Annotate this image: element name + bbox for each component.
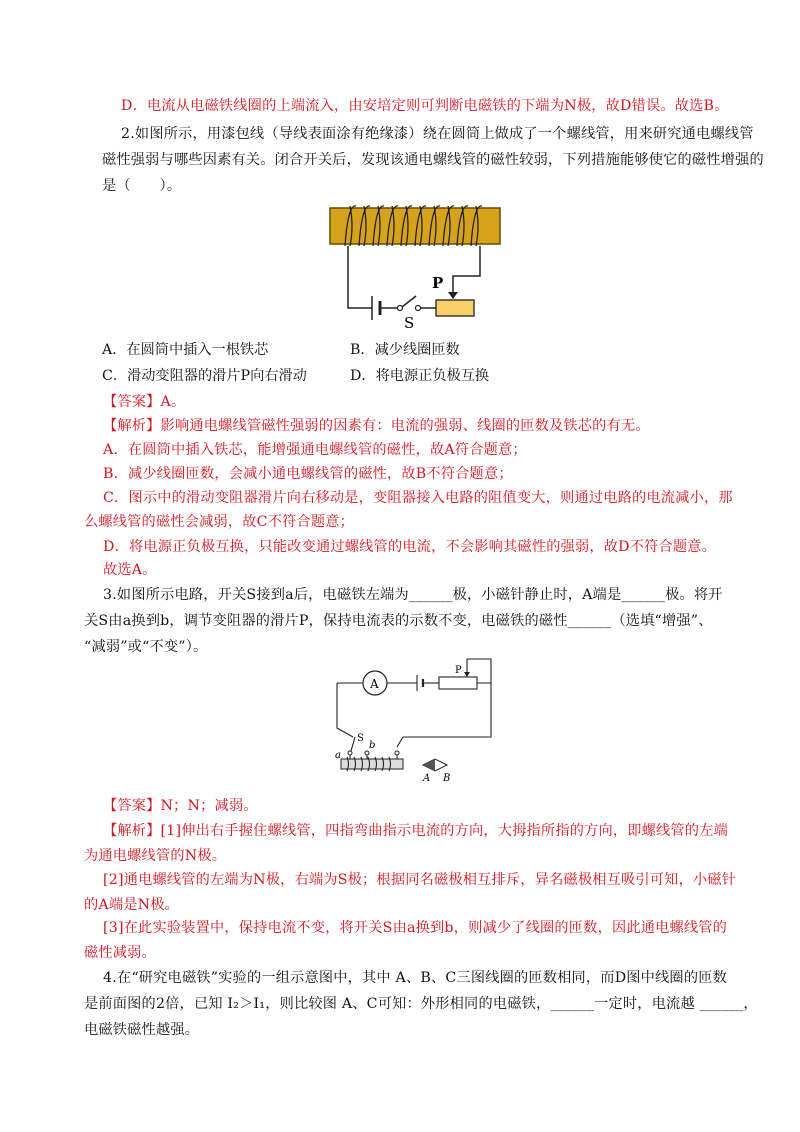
switch-lever [402, 296, 416, 307]
label-s: S [404, 314, 415, 330]
needle-label-a: A [423, 773, 431, 784]
q3-explanation-3-line-2: 磁性减弱。 [84, 945, 156, 961]
electromagnet-circuit-figure [325, 655, 495, 785]
q3-explanation-1-line-1: 【解析】[1]伸出右手握住螺线管，四指弯曲指示电流的方向，大拇指所指的方向，即螺线管的左端 [103, 823, 728, 839]
q2-stem-line-2: 磁性强弱与哪些因素有关。闭合开关后，发现该通电螺线管的磁性较弱，下列措施能够使它的磁性增强的 [102, 152, 764, 168]
q3-stem-line-3: “减弱”或“不变”）。 [84, 639, 208, 655]
q3-explanation-1-line-2: 为通电螺线管的N极。 [84, 848, 227, 864]
switch-lever [351, 737, 355, 751]
q2-selection: 故选A。 [103, 562, 157, 578]
q3-explanation-3-line-1: [3]在此实验装置中，保持电流不变，将开关S由a换到b，则减少了线圈的匝数，因此通电螺线管的 [103, 920, 728, 936]
slider-arrow [448, 292, 458, 299]
q2-option-b: B．减少线圈匝数 [350, 342, 460, 358]
ammeter-label: A [370, 677, 379, 691]
q2-stem-line-1: 2.如图所示，用漆包线（导线表面涂有绝缘漆）绕在圆筒上做成了一个螺线管，用来研究通电螺线管 [121, 126, 754, 142]
rheostat-slider-wire [453, 246, 480, 298]
q2-explanation-a: A．在圆筒中插入铁芯，能增强通电螺线管的磁性，故A符合题意； [103, 442, 527, 458]
q3-answer: 【答案】N；N；减弱。 [103, 798, 258, 814]
q2-explanation-b: B．减少线圈匝数，会减小通电螺线管的磁性，故B不符合题意； [103, 466, 513, 482]
q3-explanation-2-line-2: 的A端是N极。 [84, 897, 179, 913]
q2-explanation-d: D．将电源正负极互换，只能改变通过螺线管的电流，不会影响其磁性的强弱，故D不符合题意。 [103, 539, 717, 555]
terminal-a [348, 751, 352, 755]
iron-core [341, 759, 403, 769]
solenoid-circuit-figure [320, 200, 505, 330]
label-s: S [357, 733, 364, 744]
rheostat [436, 300, 474, 316]
q2-explanation-c-line-2: 么螺线管的磁性会减弱，故C不符合题意； [84, 514, 355, 530]
right-wire [397, 683, 491, 747]
rheostat [439, 677, 477, 689]
q2-explanation: 【解析】影响通电螺线管磁性强弱的因素有：电流的强弱、线圈的匝数及铁芯的有无。 [103, 418, 650, 434]
q2-option-c: C．滑动变阻器的滑片P向右滑动 [102, 368, 307, 384]
q2-explanation-c-line-1: C．图示中的滑动变阻器滑片向右移动是，变阻器接入电路的阻值变大，则通过电路的电流减小，那 [103, 490, 733, 506]
q3-stem-line-1: 3.如图所示电路，开关S接到a后，电磁铁左端为______极，小磁针静止时，A端是______极。将开 [103, 587, 723, 603]
q2-option-a: A．在圆筒中插入一根铁芯 [102, 342, 269, 358]
q1-option-d-explanation: D．电流从电磁铁线圈的上端流入，由安培定则可判断电磁铁的下端为N极，故D错误。故选B。 [121, 98, 729, 114]
label-a: a [335, 750, 341, 761]
q3-explanation-2-line-1: [2]通电螺线管的左端为N极，右端为S极；根据同名磁极相互排斥，异名磁极相互吸引可知，小磁针 [103, 872, 737, 888]
terminal-b [365, 751, 369, 755]
left-wire [337, 683, 353, 737]
needle-label-b: B [443, 773, 451, 784]
slider-arrow [464, 672, 470, 677]
label-p: P [455, 665, 462, 676]
q2-stem-line-3: 是（ ）。 [102, 178, 182, 194]
left-wire [348, 246, 372, 308]
label-p: P [432, 274, 444, 292]
q2-option-d: D．将电源正负极互换 [350, 368, 490, 384]
slider-wire [467, 659, 491, 683]
q3-stem-line-2: 关S由a换到b，调节变阻器的滑片P，保持电流表的示数不变，电磁铁的磁性______（选填“增强”、 [84, 613, 713, 629]
q4-stem-line-3: 电磁铁磁性越强。 [84, 1022, 200, 1038]
q4-stem-line-1: 4.在“研究电磁铁”实验的一组示意图中，其中 A、B、C三图线圈的匝数相同，而D图中线圈的匝数 [103, 970, 727, 986]
label-b: b [369, 740, 376, 751]
q4-stem-line-2: 是前面图的2倍，已知 I₂＞I₁，则比较图 A、C可知：外形相同的电磁铁，______一定时，电流越 ______， [84, 996, 758, 1012]
q2-answer: 【答案】A。 [103, 394, 186, 410]
